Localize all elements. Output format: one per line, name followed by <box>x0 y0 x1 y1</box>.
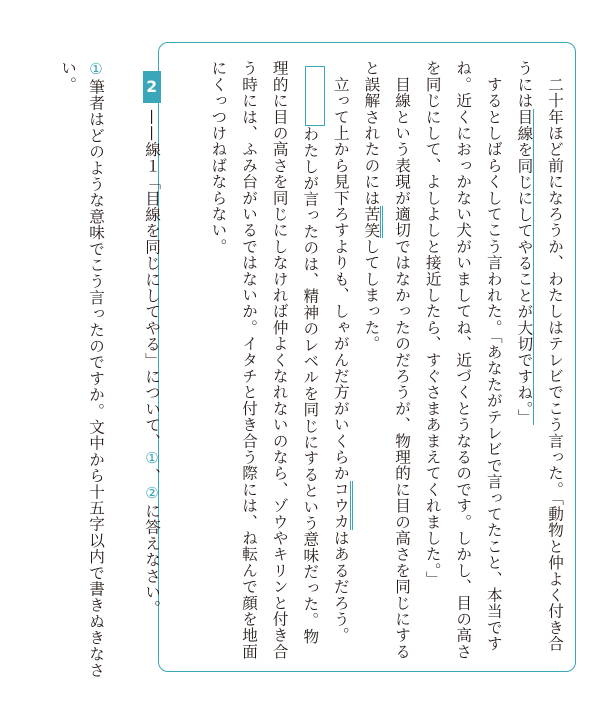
question-block <box>54 60 194 700</box>
question-instruction: に答えなさい。 <box>143 502 161 617</box>
subquestion-mark: ① <box>87 60 105 79</box>
passage-segment: 目線という表現が適切ではなかったのだろうが、物理的に目の高さを同じにすると誤解されたのには <box>362 60 412 660</box>
question-sep: 、 <box>143 467 161 485</box>
passage-segment: 二十年ほど前になろうか、わたしはテレビでこう言った。「動物と仲よく付き合うには <box>515 60 564 652</box>
circled-one-icon: ① <box>143 449 161 468</box>
passage-segment: してしまった。 <box>362 238 381 352</box>
answer-box <box>305 66 325 126</box>
passage-segment: 立って上から見下ろすよりも、しゃがんだ方がいくらか <box>331 60 350 482</box>
passage-segment: はあるだろう。 <box>331 529 350 644</box>
circled-two-icon: ② <box>143 484 161 503</box>
double-underlined-word: 苦笑 <box>362 206 383 238</box>
question-number: 2 <box>143 71 161 103</box>
double-underlined-word: コウカ <box>332 481 353 530</box>
passage-segment: わたしが言ったのは、精神のレベルを同じにするという意味だった。物理的に目の高さを同じにしなければ仲よくなれないのなら、ゾウやキリンと付き合う時には、ふみ台がいるではないか。イタチと付き合う際には、ね転んで顔を地面にくっつけねばならない。 <box>209 60 320 660</box>
subquestion-text: 筆者はどのような意味でこう言ったのですか。文中から十五字以内で書きぬきなさい。 <box>59 60 105 679</box>
underlined-phrase: 目線を同じにしてやることが大切ですね。」 <box>515 108 534 425</box>
passage-text <box>203 60 570 660</box>
question-prompt: ——線１「目線を同じにしてやる」について、 <box>143 109 161 450</box>
passage-segment: するとしばらくしてこう言われた。「あなたがテレビで言ってたこと、本当ですね。近くにおっかない犬がいましてね、近づくとうなるのです。しかし、目の高さを同じにして、よしよしと接近したら、すぐさまあまえてくれました。」 <box>423 60 503 660</box>
